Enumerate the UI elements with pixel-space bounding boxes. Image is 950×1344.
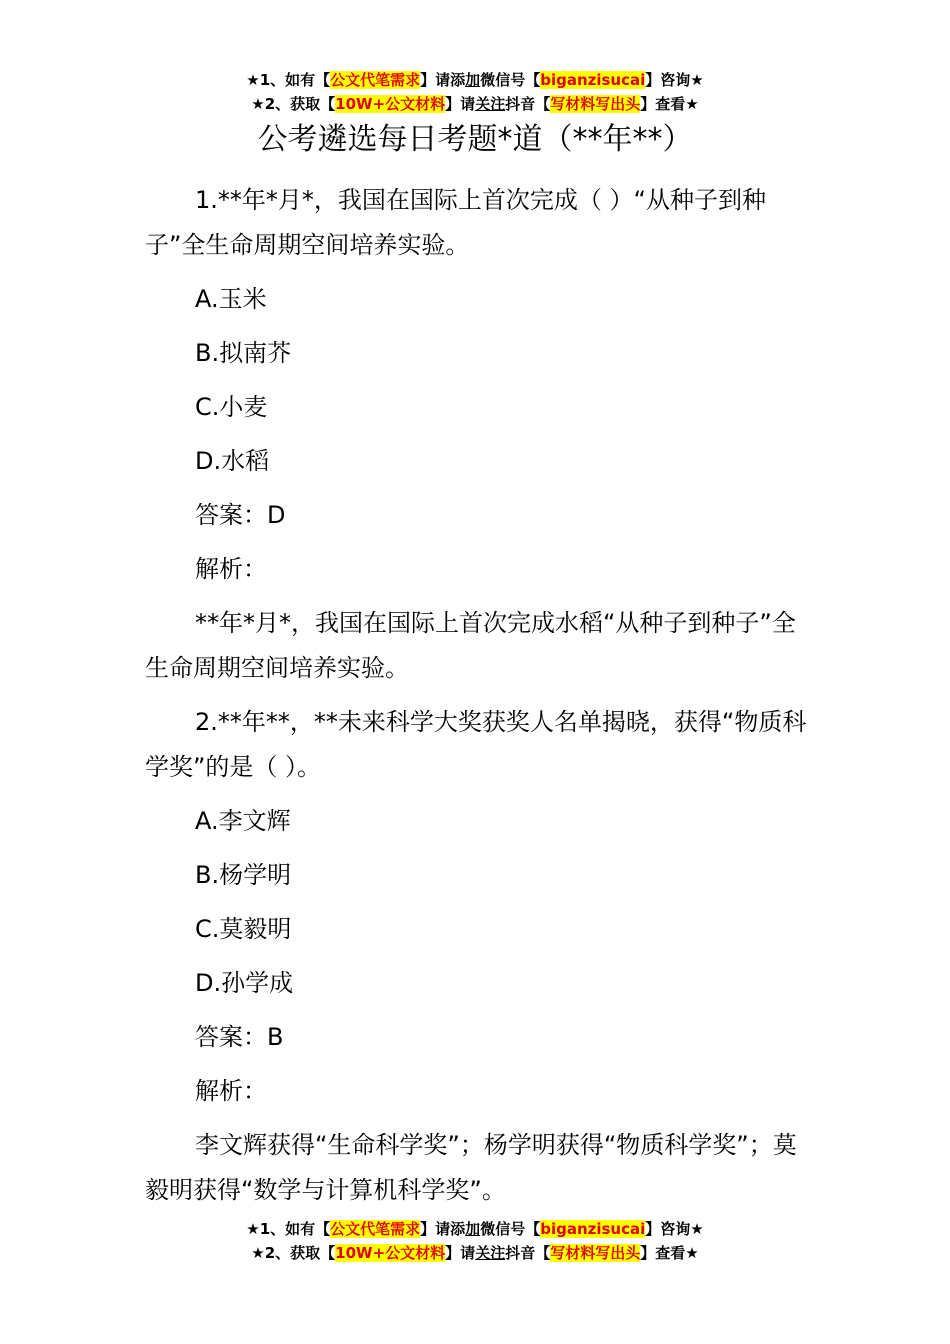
star-icon: ★ [251, 1244, 265, 1262]
header-promo-banner [0, 68, 950, 116]
option-a: A.李文辉 [195, 807, 291, 835]
option-c: C.莫毅明 [195, 915, 292, 943]
promo-highlight-douyin: 写材料写出头 [550, 95, 641, 113]
option-d: D.孙学成 [195, 969, 294, 997]
footer-promo-banner [0, 1217, 950, 1265]
document-title: 公考遴选每日考题*道（**年**） [257, 122, 693, 157]
question-2: 2.**年**，**未来科学大奖获奖人名单揭晓，获得“物质科学奖”的是（ ）。 [145, 708, 807, 781]
option-c: C.小麦 [195, 393, 268, 421]
promo-highlight-wechat-id: biganzisucai [540, 71, 646, 89]
promo-highlight-wechat-id: biganzisucai [540, 1220, 646, 1238]
answer-2: 答案：B [195, 1023, 284, 1051]
star-icon: ★ [685, 95, 699, 113]
star-icon: ★ [246, 71, 260, 89]
promo-line-1: ★1、如有【公文代笔需求】请添加微信号【biganzisucai】咨询★ [246, 1220, 704, 1238]
promo-highlight-service: 公文代笔需求 [330, 71, 421, 89]
option-a: A.玉米 [195, 285, 267, 313]
option-d: D.水稻 [195, 447, 270, 475]
promo-highlight-service: 公文代笔需求 [330, 1220, 421, 1238]
promo-line-2: ★2、获取【10W+公文材料】请关注抖音【写材料写出头】查看★ [251, 95, 699, 113]
analysis-1: **年*月*，我国在国际上首次完成水稻“从种子到种子”全生命周期空间培养实验。 [145, 609, 796, 682]
star-icon: ★ [685, 1244, 699, 1262]
star-icon: ★ [251, 95, 265, 113]
star-icon: ★ [246, 1220, 260, 1238]
promo-highlight-materials: 10W+公文材料 [335, 95, 446, 113]
option-b: B.杨学明 [195, 861, 292, 889]
promo-highlight-douyin: 写材料写出头 [550, 1244, 641, 1262]
promo-line-1: ★1、如有【公文代笔需求】请添加微信号【biganzisucai】咨询★ [246, 71, 704, 89]
promo-highlight-materials: 10W+公文材料 [335, 1244, 446, 1262]
promo-line-2: ★2、获取【10W+公文材料】请关注抖音【写材料写出头】查看★ [251, 1244, 699, 1262]
analysis-2: 李文辉获得“生命科学奖”；杨学明获得“物质科学奖”；莫毅明获得“数学与计算机科学奖”。 [145, 1131, 797, 1204]
document-body [145, 178, 810, 1222]
option-b: B.拟南芥 [195, 339, 292, 367]
star-icon: ★ [690, 1220, 704, 1238]
answer-1: 答案：D [195, 501, 286, 529]
analysis-label-2: 解析： [195, 1077, 267, 1105]
analysis-label-1: 解析： [195, 555, 267, 583]
star-icon: ★ [690, 71, 704, 89]
question-1: 1.**年*月*，我国在国际上首次完成（ ）“从种子到种子”全生命周期空间培养实验。 [145, 186, 766, 259]
